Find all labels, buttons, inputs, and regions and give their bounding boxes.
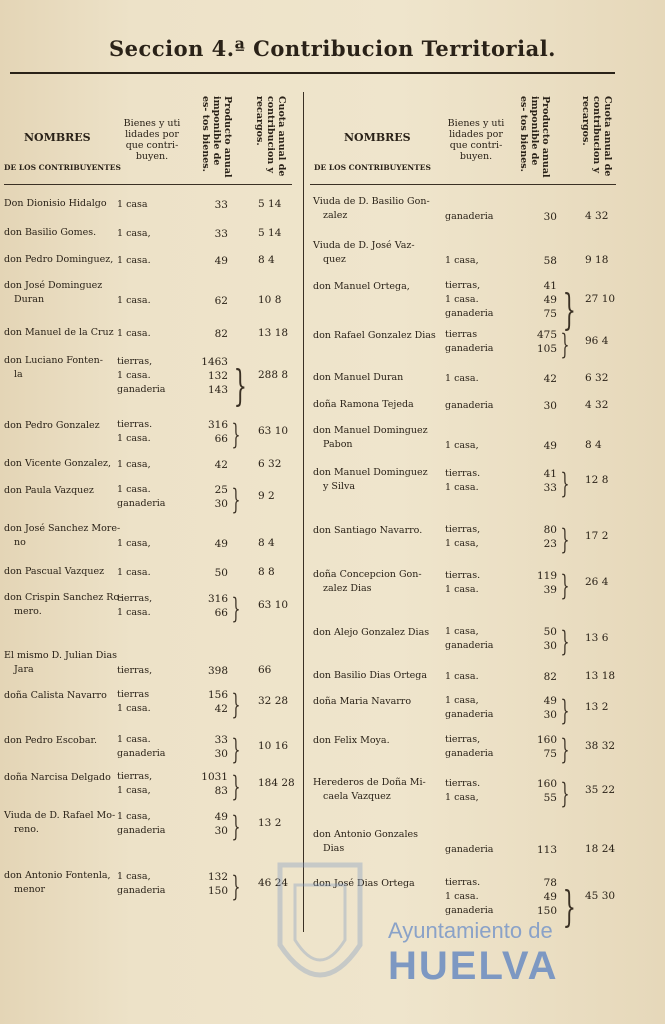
entry-producto: 25 [214,484,228,496]
entry-bienes: ganaderia [117,498,166,509]
entry-cuota: 8 4 [258,537,275,549]
entry-bienes: tierras, [117,771,153,782]
entry-name: doña Concepcion Gon- [313,569,422,580]
entry-producto: 150 [536,905,557,917]
entry-producto: 49 [214,255,228,267]
entry-producto: 82 [543,671,557,683]
entry-producto: 66 [214,607,228,619]
entry-producto: 75 [543,748,557,760]
entry-bienes: 1 casa. [117,328,151,339]
entry-producto: 55 [543,792,557,804]
entry-cuota: 13 18 [258,327,289,339]
entry-producto: 42 [543,373,557,385]
entry-name: doña Narcisa Delgado [4,772,111,783]
entry-bienes: 1 casa. [445,294,479,305]
entry-bienes: 1 casa. [117,567,151,578]
entry-bienes: tierras, [445,524,481,535]
entry-bienes: 1 casa, [445,440,479,451]
header-bienes-left: Bienes y uti lidades por que contri- buyen. [123,118,181,162]
entry-cuota: 96 4 [585,335,609,347]
entry-name: Dias [323,843,345,854]
entry-cuota: 18 24 [585,843,616,855]
entry-producto: 33 [214,199,228,211]
entry-producto: 33 [214,734,228,746]
entry-brace: } [231,810,241,843]
header-rule-right [310,184,616,185]
entry-bienes: 1 casa. [117,607,151,618]
entry-bienes: ganaderia [445,709,494,720]
entry-name: Viuda de D. José Vaz- [313,240,415,251]
entry-cuota: 5 14 [258,227,282,239]
entry-bienes: 1 casa. [117,295,151,306]
entry-cuota: 6 32 [585,372,609,384]
entry-name: don Manuel Dominguez [313,425,428,436]
entry-name: la [14,369,23,380]
entry-bienes: 1 casa. [117,484,151,495]
entry-producto: 316 [207,419,228,431]
header-nombres-sub-right: DE LOS CONTRIBUYENTES [314,163,431,172]
entry-name: don Rafael Gonzalez Dias [313,330,436,341]
entry-brace: } [231,592,241,625]
entry-producto: 160 [536,778,557,790]
entry-name: don Pedro Escobar. [4,735,98,746]
entry-cuota: 26 4 [585,576,609,588]
entry-producto: 30 [543,211,557,223]
entry-name: don Pascual Vazquez [4,566,105,577]
entry-bienes: tierras. [445,778,481,789]
header-nombres-right: NOMBRES [344,131,411,144]
entry-bienes: 1 casa, [117,811,151,822]
entry-name: don José Sanchez More- [4,523,121,534]
entry-name: zalez [323,210,348,221]
entry-name: don Pedro Gonzalez [4,420,100,431]
entry-bienes: ganaderia [117,825,166,836]
entry-bienes: tierras, [445,280,481,291]
entry-name: don Crispin Sanchez Ro- [4,592,123,603]
entry-bienes: 1 casa. [445,891,479,902]
entry-producto: 39 [543,584,557,596]
entry-cuota: 46 24 [258,877,289,889]
entry-name: Don Dionisio Hidalgo [4,198,107,209]
entry-producto: 150 [207,885,228,897]
entry-bienes: tierras, [117,593,153,604]
entry-bienes: ganaderia [445,748,494,759]
entry-name: caela Vazquez [323,791,391,802]
entry-producto: 33 [214,228,228,240]
entry-producto: 30 [214,825,228,837]
entry-producto: 30 [214,498,228,510]
entry-brace: } [560,777,570,810]
entry-brace: } [560,467,570,500]
header-producto-right: Producto anual imponible de es- tos bienes. [518,96,551,178]
entry-name: menor [14,884,46,895]
entry-name: don Basilio Dias Ortega [313,670,428,681]
entry-bienes: ganaderia [445,308,494,319]
entry-cuota: 27 10 [585,293,616,305]
entry-brace: } [231,870,241,903]
entry-producto: 23 [543,538,557,550]
entry-cuota: 10 16 [258,740,289,752]
entry-bienes: ganaderia [445,640,494,651]
entry-producto: 49 [543,294,557,306]
entry-brace: } [562,882,577,931]
entry-bienes: 1 casa. [445,482,479,493]
entry-name: don Santiago Navarro. [313,525,423,536]
entry-producto: 398 [207,665,228,677]
entry-name: don José Dias Ortega [313,878,415,889]
entry-cuota: 17 2 [585,530,609,542]
entry-bienes: tierras, [445,734,481,745]
entry-name: doña Ramona Tejeda [313,399,414,410]
entry-bienes: ganaderia [117,748,166,759]
entry-producto: 42 [214,703,228,715]
entry-cuota: 9 2 [258,490,275,502]
entry-cuota: 6 32 [258,458,282,470]
entry-brace: } [560,625,570,658]
entry-name: don Luciano Fonten- [4,355,103,366]
entry-producto: 160 [536,734,557,746]
entry-name: doña Maria Navarro [313,696,412,707]
entry-cuota: 8 4 [258,254,275,266]
entry-producto: 30 [543,400,557,412]
entry-bienes: tierras [445,329,478,340]
entry-cuota: 13 2 [258,817,282,829]
entry-bienes: 1 casa. [117,703,151,714]
entry-brace: } [231,733,241,766]
entry-producto: 33 [543,482,557,494]
entry-producto: 75 [543,308,557,320]
entry-name: don Manuel Dominguez [313,467,428,478]
entry-cuota: 5 14 [258,198,282,210]
entry-producto: 132 [207,871,228,883]
entry-cuota: 13 2 [585,701,609,713]
header-producto-left: Producto anual imponible de es- tos bienes. [200,96,233,178]
entry-producto: 49 [214,538,228,550]
entry-producto: 41 [543,280,557,292]
entry-producto: 316 [207,593,228,605]
entry-bienes: tierras [117,689,150,700]
entry-bienes: 1 casa. [117,370,151,381]
entry-bienes: ganaderia [117,384,166,395]
entry-cuota: 38 32 [585,740,616,752]
entry-name: don Felix Moya. [313,735,390,746]
entry-bienes: 1 casa [117,199,148,210]
entry-producto: 143 [207,384,228,396]
entry-bienes: 1 casa, [445,695,479,706]
entry-name: don Antonio Fontenla, [4,870,111,881]
title-rule [10,72,615,74]
entry-producto: 1031 [201,771,228,783]
entry-name: don Paula Vazquez [4,485,94,496]
entry-brace: } [560,328,570,361]
entry-producto: 82 [214,328,228,340]
entry-name: zalez Dias [323,583,372,594]
entry-bienes: 1 casa. [445,584,479,595]
header-rule-left [4,184,292,185]
watermark-line1: Ayuntamiento de [388,918,553,943]
entry-cuota: 4 32 [585,399,609,411]
entry-producto: 78 [543,877,557,889]
entry-bienes: 1 casa. [117,734,151,745]
entry-brace: } [231,418,241,451]
entry-cuota: 45 30 [585,890,616,902]
entry-name: Viuda de D. Basilio Gon- [313,196,430,207]
entry-bienes: 1 casa, [445,626,479,637]
entry-cuota: 10 8 [258,294,282,306]
entry-name: don Manuel de la Cruz [4,327,114,338]
entry-name: Jara [14,664,34,675]
entry-name: don Manuel Ortega, [313,281,410,292]
entry-bienes: 1 casa, [445,538,479,549]
entry-brace: } [231,770,241,803]
entry-producto: 42 [214,459,228,471]
entry-bienes: 1 casa, [117,228,151,239]
entry-cuota: 63 10 [258,425,289,437]
header-nombres-sub-left: DE LOS CONTRIBUYENTES [4,163,121,172]
entry-bienes: ganaderia [117,885,166,896]
entry-cuota: 4 32 [585,210,609,222]
entry-bienes: 1 casa, [117,459,151,470]
entry-cuota: 8 4 [585,439,602,451]
entry-cuota: 13 18 [585,670,616,682]
entry-producto: 49 [543,695,557,707]
header-nombres-left: NOMBRES [24,131,91,144]
entry-name: don Manuel Duran [313,372,404,383]
entry-bienes: tierras. [445,570,481,581]
entry-name: Duran [14,294,45,305]
entry-producto: 49 [214,811,228,823]
entry-bienes: ganaderia [445,211,494,222]
entry-bienes: 1 casa. [445,671,479,682]
entry-producto: 132 [207,370,228,382]
entry-producto: 119 [536,570,557,582]
entry-brace: } [562,285,577,334]
entry-name: El mismo D. Julian Dias [4,650,117,661]
entry-cuota: 66 [258,664,272,676]
entry-producto: 49 [543,440,557,452]
entry-producto: 80 [543,524,557,536]
entry-bienes: ganaderia [445,400,494,411]
entry-name: Herederos de Doña Mi- [313,777,426,788]
header-cuota-left: Cuota anual de contribucion y recargos. [254,96,287,177]
entry-producto: 58 [543,255,557,267]
entry-bienes: ganaderia [445,343,494,354]
entry-name: no [14,537,26,548]
entry-cuota: 8 8 [258,566,275,578]
entry-bienes: 1 casa, [445,255,479,266]
entry-brace: } [560,523,570,556]
entry-producto: 83 [214,785,228,797]
entry-name: don Vicente Gonzalez, [4,458,111,469]
entry-producto: 50 [543,626,557,638]
entry-bienes: 1 casa. [117,255,151,266]
entry-name: y Silva [323,481,356,492]
entry-producto: 49 [543,891,557,903]
watermark-line2: HUELVA [388,944,559,988]
entry-cuota: 184 28 [258,777,295,789]
entry-producto: 62 [214,295,228,307]
header-cuota-right: Cuota anual de contribucion y recargos. [580,96,613,177]
entry-name: doña Calista Navarro [4,690,107,701]
entry-brace: } [560,694,570,727]
header-bienes-right: Bienes y uti lidades por que contri- buyen. [447,118,505,162]
entry-producto: 475 [536,329,557,341]
entry-bienes: ganaderia [445,905,494,916]
entry-bienes: 1 casa, [117,785,151,796]
entry-brace: } [233,361,248,410]
entry-producto: 1463 [201,356,228,368]
entry-cuota: 288 8 [258,369,289,381]
entry-producto: 66 [214,433,228,445]
entry-cuota: 13 6 [585,632,609,644]
entry-name: don José Dominguez [4,280,103,291]
entry-brace: } [231,483,241,516]
page-title: Seccion 4.ª Contribucion Territorial. [109,36,556,61]
entry-producto: 105 [536,343,557,355]
entry-producto: 113 [536,844,557,856]
entry-bienes: ganaderia [445,844,494,855]
entry-bienes: 1 casa, [117,538,151,549]
entry-producto: 30 [214,748,228,760]
entry-name: don Alejo Gonzalez Dias [313,627,430,638]
entry-bienes: 1 casa. [117,433,151,444]
entry-cuota: 9 18 [585,254,609,266]
entry-bienes: 1 casa. [445,373,479,384]
entry-name: Viuda de D. Rafael Mo- [4,810,116,821]
entry-bienes: tierras. [117,419,153,430]
entry-cuota: 12 8 [585,474,609,486]
entry-bienes: tierras. [445,468,481,479]
entry-bienes: tierras, [117,665,153,676]
entry-name: don Antonio Gonzales [313,829,418,840]
entry-cuota: 32 28 [258,695,289,707]
entry-producto: 50 [214,567,228,579]
column-divider [303,92,304,932]
entry-producto: 30 [543,709,557,721]
entry-brace: } [231,688,241,721]
entry-name: mero. [14,606,42,617]
entry-bienes: tierras. [445,877,481,888]
entry-name: Pabon [323,439,353,450]
entry-brace: } [560,733,570,766]
entry-bienes: tierras, [117,356,153,367]
entry-brace: } [560,569,570,602]
entry-bienes: 1 casa, [117,871,151,882]
entry-producto: 41 [543,468,557,480]
entry-cuota: 63 10 [258,599,289,611]
entry-producto: 30 [543,640,557,652]
entry-name: quez [323,254,346,265]
entry-bienes: 1 casa, [445,792,479,803]
entry-name: reno. [14,824,39,835]
entry-name: don Pedro Dominguez, [4,254,114,265]
entry-producto: 156 [207,689,228,701]
entry-cuota: 35 22 [585,784,616,796]
entry-name: don Basilio Gomes. [4,227,97,238]
